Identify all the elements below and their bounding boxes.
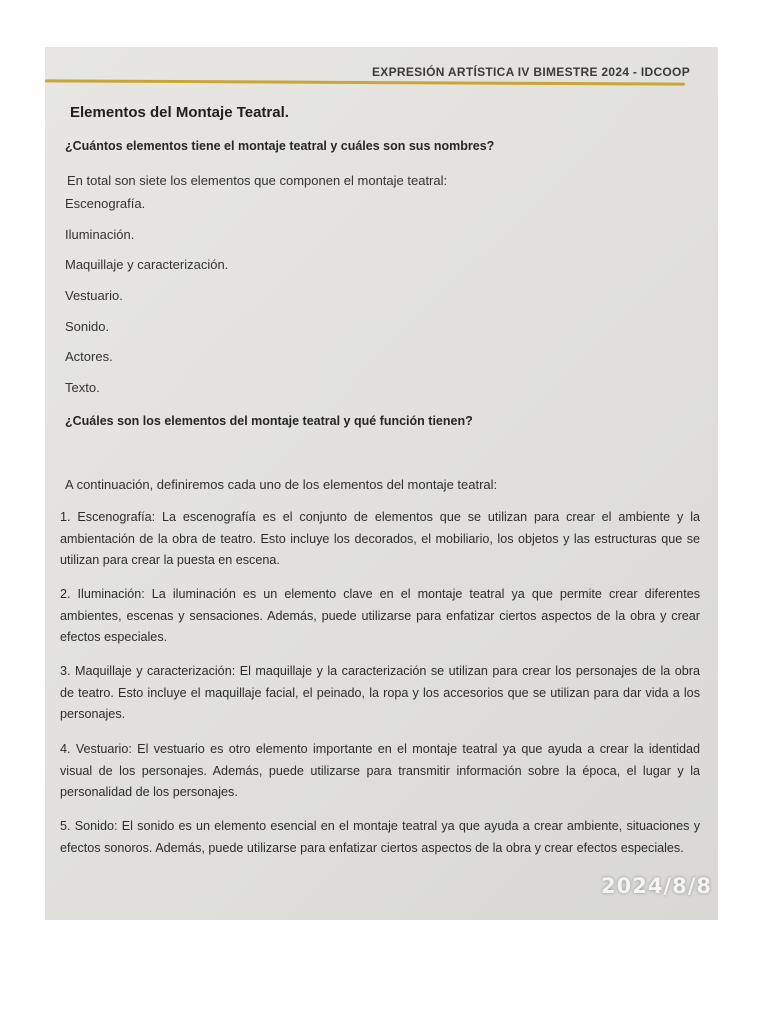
paragraph-sonido: 5. Sonido: El sonido es un elemento esencial en el montaje teatral ya que ayuda a crear ambiente, situaciones y efectos sonoros. Además, puede utilizarse para enfatizar ciertos aspectos de la obra y crear efectos especiales. — [60, 819, 700, 855]
intro-text: En total son siete los elementos que componen el montaje teatral: — [67, 173, 448, 188]
paragraph-iluminacion: 2. Iluminación: La iluminación es un elemento clave en el montaje teatral ya que permite crear diferentes ambientes, escenas y sensaciones. Además, puede utilizarse para enfatizar ciertos aspectos de la obra y crear efectos especiales. — [60, 587, 700, 644]
question-2: ¿Cuáles son los elementos del montaje teatral y qué función tienen? — [65, 414, 473, 428]
document-photo — [45, 47, 718, 920]
list-item: Sonido. — [65, 318, 110, 334]
paragraph-escenografia: 1. Escenografía: La escenografía es el conjunto de elementos que se utilizan para crear el ambiente y la ambientación de la obra de teatro. Esto incluye los decorados, el mobiliario, los objetos y las estructuras que se utilizan para crear la puesta en escena. — [60, 510, 700, 567]
document-title: Elementos del Montaje Teatral. — [70, 104, 289, 121]
course-header: EXPRESIÓN ARTÍSTICA IV BIMESTRE 2024 - IDCOOP — [372, 65, 690, 79]
list-item: Escenografía. — [65, 196, 146, 211]
list-item: Texto. — [65, 380, 100, 396]
intro-text-2: A continuación, definiremos cada uno de los elementos del montaje teatral: — [65, 477, 498, 492]
list-item: Iluminación. — [65, 226, 135, 242]
question-1: ¿Cuántos elementos tiene el montaje teatral y cuáles son sus nombres? — [65, 139, 495, 153]
list-item: Actores. — [65, 349, 113, 365]
date-stamp: 2024/8/8 — [600, 874, 712, 898]
header-underline — [45, 79, 685, 85]
elements-list — [65, 196, 228, 411]
list-item: Vestuario. — [65, 288, 123, 304]
list-item: Maquillaje y caracterización. — [65, 257, 229, 273]
paragraph-maquillaje: 3. Maquillaje y caracterización: El maquillaje y la caracterización se utilizan para crear los personajes de la obra de teatro. Esto incluye el maquillaje facial, el peinado, la ropa y los accesorios que se utilizan para dar vida a los personajes. — [60, 664, 700, 721]
paragraph-vestuario: 4. Vestuario: El vestuario es otro elemento importante en el montaje teatral ya que ayuda a crear la identidad visual de los personajes. Además, puede utilizarse para transmitir información sobre la época, el lugar y la personalidad de los personajes. — [60, 742, 700, 799]
